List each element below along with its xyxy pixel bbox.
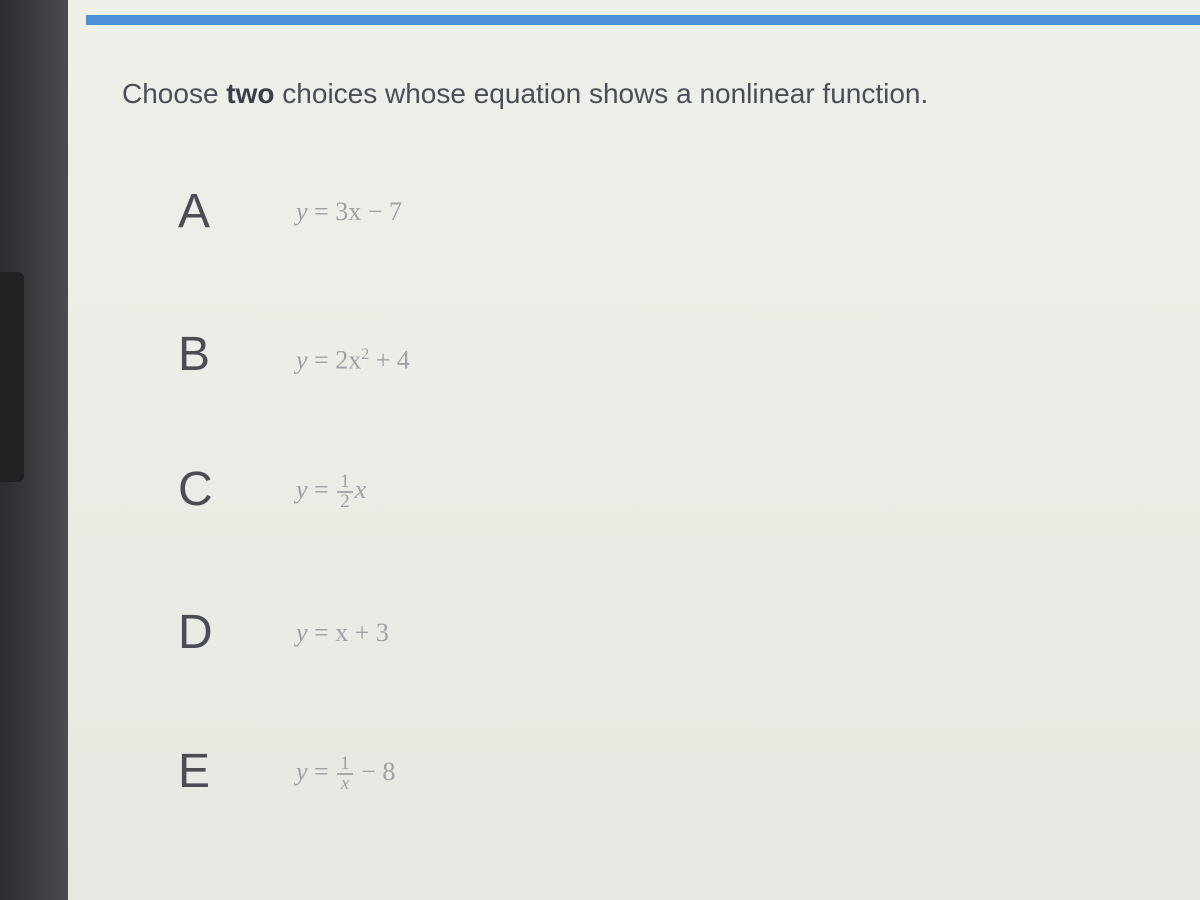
fraction-numerator: 1 — [337, 755, 353, 775]
choice-letter-e: E — [178, 745, 211, 798]
equation-tail: + 4 — [369, 345, 410, 375]
choice-e[interactable] — [150, 742, 850, 812]
choice-equation-a — [296, 192, 402, 232]
equation-equals: = — [307, 618, 336, 647]
equation-lhs: y — [296, 197, 308, 226]
equation-equals: = — [307, 345, 336, 375]
device-bezel-edge — [0, 272, 24, 482]
equation-equals: = — [307, 197, 336, 226]
choice-equation-b — [296, 335, 410, 381]
choice-letter-b: B — [178, 328, 211, 381]
fraction-denominator: x — [340, 773, 350, 795]
equation-fraction — [337, 473, 353, 511]
equation-rhs: x + 3 — [335, 618, 389, 647]
equation-exponent: 2 — [361, 346, 370, 363]
equation-lhs: y — [296, 757, 308, 786]
equation-fraction — [337, 755, 353, 793]
progress-bar — [86, 15, 1200, 25]
equation-rhs: 3x − 7 — [335, 197, 402, 226]
choice-equation-c — [296, 470, 366, 511]
choice-equation-e — [296, 752, 395, 793]
equation-equals: = — [307, 475, 336, 504]
choice-letter-d: D — [178, 606, 213, 659]
question-prompt — [122, 78, 928, 110]
choice-a[interactable] — [150, 182, 850, 252]
equation-tail: − 8 — [354, 757, 396, 786]
equation-lhs: y — [296, 475, 308, 504]
choice-letter-c: C — [178, 463, 213, 516]
device-bezel — [0, 0, 68, 900]
equation-lhs: y — [296, 618, 308, 647]
choice-b[interactable] — [150, 325, 850, 395]
equation-lhs: y — [296, 345, 308, 375]
equation-coefficient: 2x — [335, 345, 362, 375]
choice-letter-a: A — [178, 185, 211, 238]
prompt-text-start: Choose — [122, 78, 227, 109]
equation-tail: x — [354, 475, 367, 504]
choice-c[interactable] — [150, 460, 850, 530]
fraction-denominator: 2 — [340, 491, 350, 513]
fraction-numerator: 1 — [337, 473, 353, 493]
choice-equation-d — [296, 613, 389, 653]
choice-d[interactable] — [150, 603, 850, 673]
prompt-emphasis: two — [226, 78, 275, 109]
equation-equals: = — [307, 757, 336, 786]
prompt-text-end: choices whose equation shows a nonlinear function. — [274, 78, 929, 109]
